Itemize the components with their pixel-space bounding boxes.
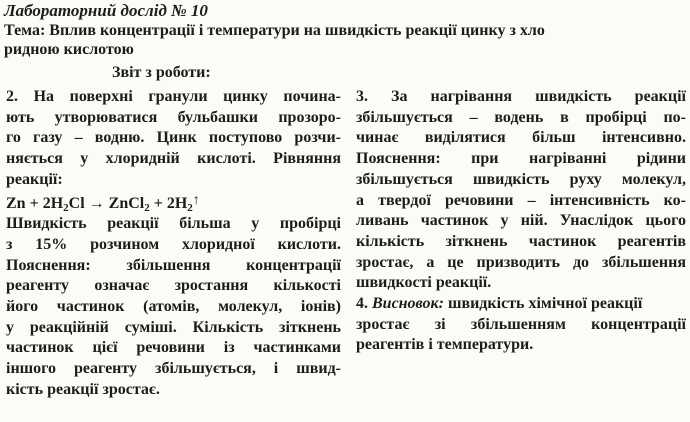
- left-line: 2. На поверхні гранули цинку почина-: [6, 88, 341, 105]
- left-line: з 15% розчином хлоридної кислоти.: [6, 235, 341, 253]
- eq-zn: Zn + 2H: [6, 194, 64, 212]
- left-line: його частинок (атомів, молекул, іонів): [6, 298, 341, 316]
- conclusion-first-line: [356, 294, 686, 315]
- eq-zncl: ZnCl: [108, 194, 145, 212]
- left-line: ють утворюватися бульбашки прозоро-: [6, 108, 341, 126]
- gas-arrow-icon: ↑: [192, 192, 200, 208]
- lab-title: Лабораторний дослід № 10: [4, 1, 208, 20]
- eq-sub: 2: [187, 201, 193, 214]
- conclusion-text: швидкість хімічної реакції: [443, 295, 643, 313]
- conclusion-label: Висновок:: [372, 295, 444, 313]
- right-line: швидкості реакції.: [356, 274, 492, 292]
- right-line: чинає виділятися більш інтенсивно.: [356, 129, 686, 147]
- left-line: у реакційній суміші. Кількість зіткнень: [6, 318, 341, 336]
- eq-sub: 2: [144, 201, 150, 214]
- left-line: няється у хлоридній кислоті. Рівняння: [6, 150, 341, 168]
- right-line: зростає зі збільшенням концентрації: [356, 315, 686, 333]
- left-line: іншого реагенту збільшується, і швид-: [6, 360, 341, 378]
- left-line: Пояснення: збільшення концентрації: [6, 256, 341, 274]
- left-line: частинок цієї речовини із частинками: [6, 339, 341, 357]
- right-line: зростає, а це призводить до збільшення: [356, 253, 686, 271]
- right-line: збільшується швидкість руху молекул,: [356, 170, 686, 188]
- report-heading: Звіт з роботи:: [112, 64, 211, 81]
- topic: [4, 21, 684, 59]
- left-line: реагенту означає зростання кількості: [6, 277, 341, 295]
- reaction-equation: [6, 191, 341, 215]
- right-line: а твердої речовини – інтенсивність ко-: [356, 191, 686, 209]
- right-line: кількість зіткнень частинок реагентів: [356, 232, 686, 250]
- right-line: збільшується – водень в пробірці по-: [356, 108, 686, 126]
- left-column: [6, 87, 341, 401]
- left-line: кість реакції зростає.: [6, 380, 160, 398]
- topic-line-1: Тема: Вплив концентрації і температури на швидкість реакції цинку з хло: [4, 22, 545, 39]
- right-line: 3. За нагрівання швидкість реакції: [356, 88, 686, 105]
- eq-plus2h: + 2H: [149, 194, 188, 212]
- right-line: реагентів і температури.: [356, 336, 534, 354]
- left-line: реакції:: [6, 170, 63, 188]
- right-line: Пояснення: при нагріванні рідини: [356, 150, 686, 168]
- eq-sub: 2: [63, 201, 69, 214]
- left-line: го газу – водню. Цинк поступово розчи-: [6, 129, 341, 147]
- left-line: Швидкість реакції більша у пробірці: [6, 215, 341, 233]
- eq-arrow: →: [88, 194, 105, 212]
- conclusion-number: 4.: [356, 295, 372, 313]
- topic-line-2: ридною кислотою: [4, 41, 134, 58]
- right-column: [356, 87, 686, 356]
- right-line: ливань частинок у ній. Унаслідок цього: [356, 212, 686, 230]
- eq-cl: Cl: [68, 194, 85, 212]
